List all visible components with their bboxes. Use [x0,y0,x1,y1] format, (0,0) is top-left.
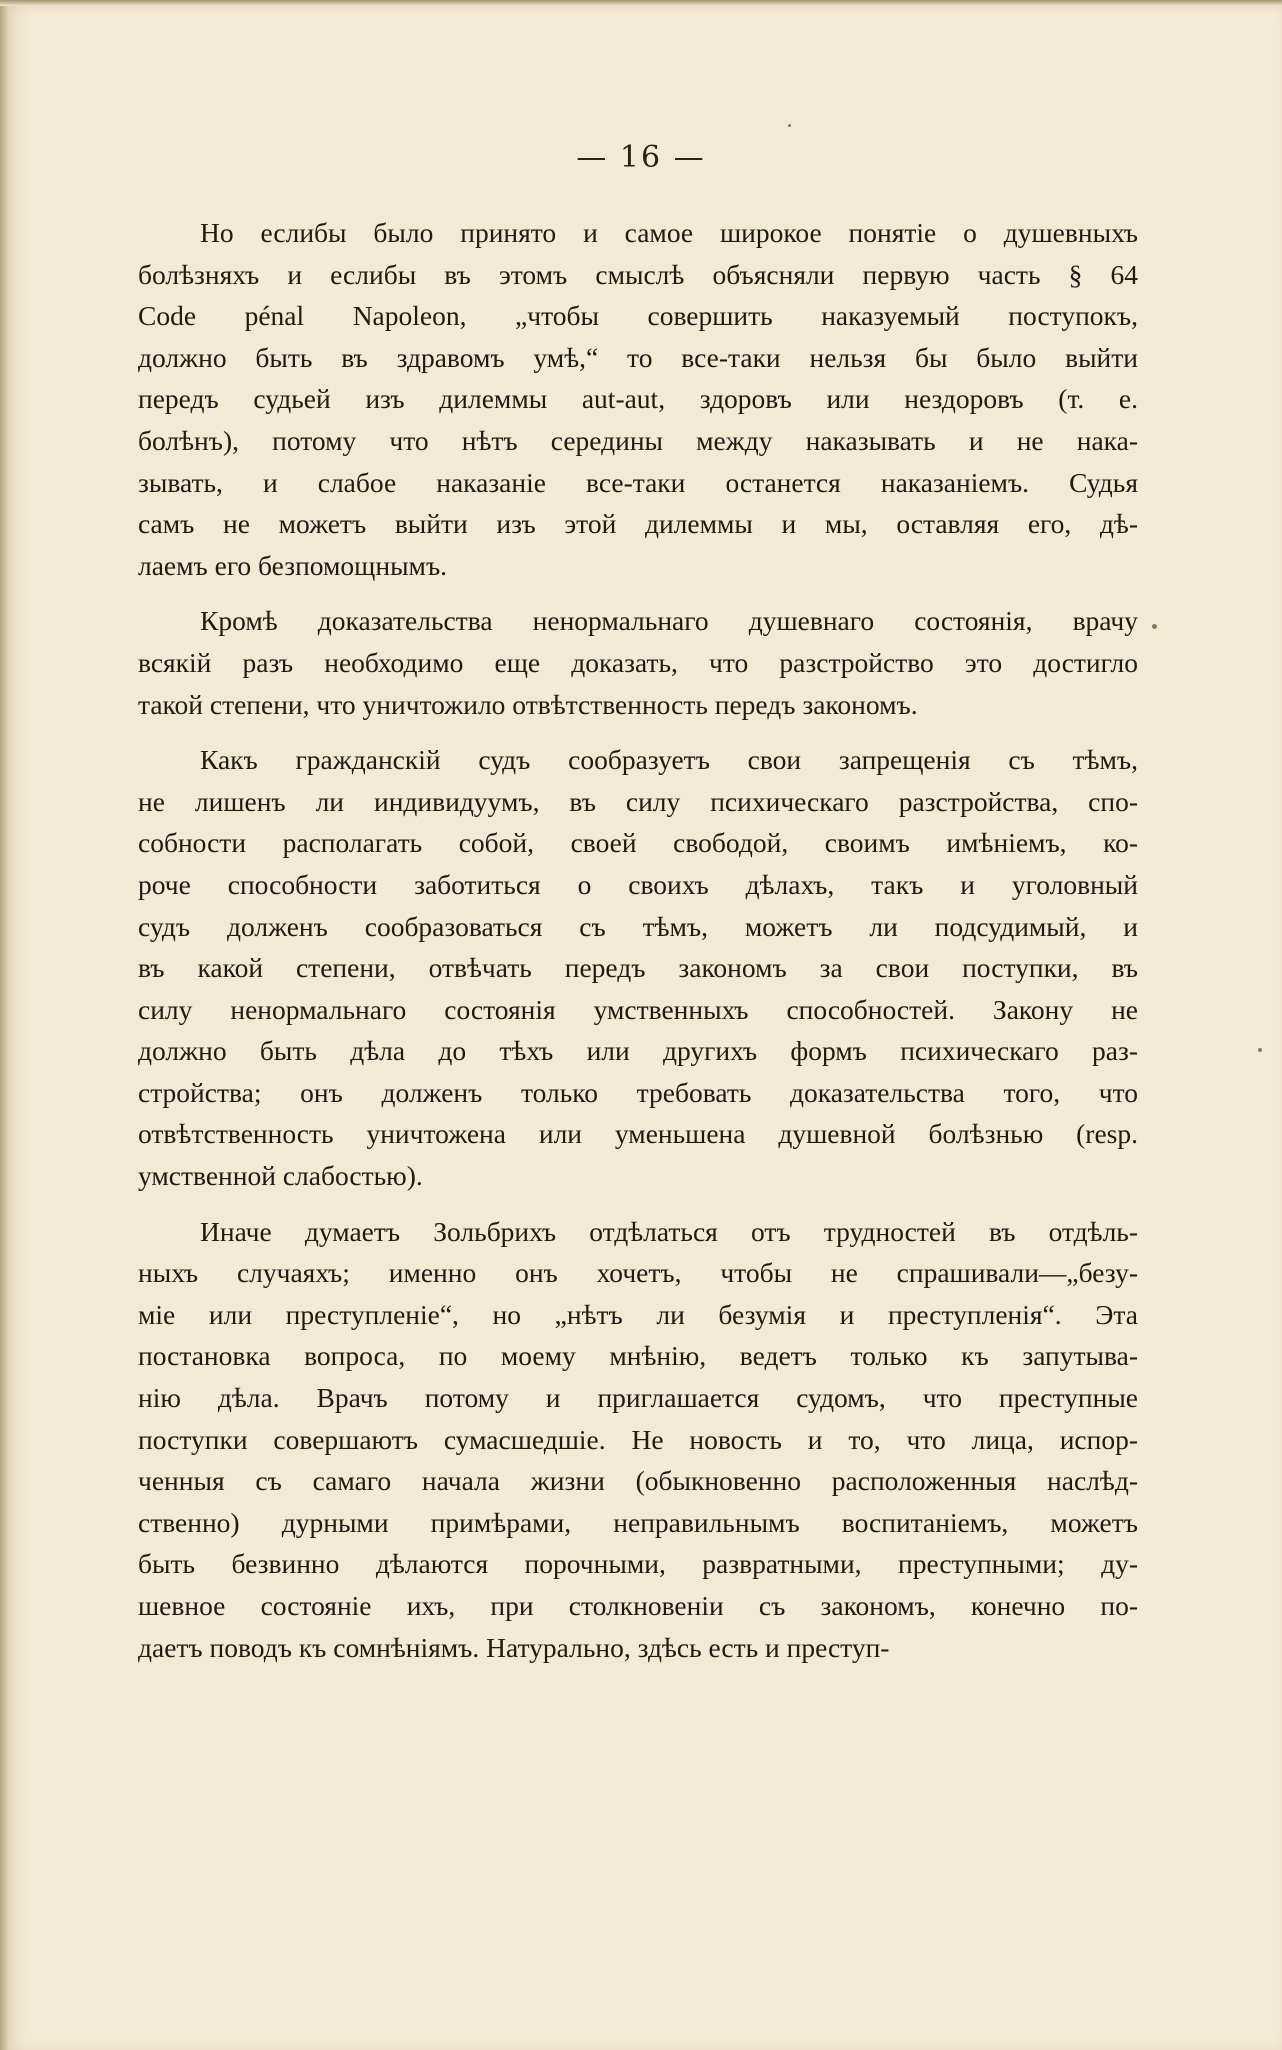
text-line: Code pénal Napoleon, „чтобы совершить наказуемый поступокъ, [138,300,1138,332]
paper-speck [1258,1048,1262,1052]
text-line: постановка вопроса, по моему мнѣнію, ведетъ только къ запутыва- [138,1340,1138,1372]
text-line: собности располагать собой, своей свободой, своимъ имѣніемъ, ко- [138,827,1138,859]
paper-speck [1152,624,1157,629]
text-line: должно быть дѣла до тѣхъ или другихъ формъ психическаго раз- [138,1035,1138,1067]
text-line: самъ не можетъ выйти изъ этой дилеммы и мы, оставляя его, дѣ- [138,508,1138,540]
text-line: Какъ гражданскій судъ сообразуетъ свои запрещенія съ тѣмъ, [200,744,1138,776]
text-line: болѣзняхъ и еслибы въ этомъ смыслѣ объясняли первую часть § 64 [138,258,1138,290]
text-line: всякій разъ необходимо еще доказать, что разстройство это достигло [138,646,1138,678]
text-line: болѣнъ), потому что нѣтъ середины между наказывать и не нака- [138,424,1138,456]
text-line: быть безвинно дѣлаются порочными, развратными, преступными; ду- [138,1548,1138,1580]
text-line: ственно) дурными примѣрами, неправильнымъ воспитаніемъ, можетъ [138,1506,1138,1538]
text-line: должно быть въ здравомъ умѣ,“ то все-таки нельзя бы было выйти [138,341,1138,373]
text-line: Иначе думаетъ Зольбрихъ отдѣлаться отъ трудностей въ отдѣль- [200,1215,1138,1247]
text-line: даетъ поводъ къ сомнѣніямъ. Натурально, здѣсь есть и преступ- [138,1631,890,1663]
paragraph [138,1211,1138,1669]
text-line: нію дѣла. Врачъ потому и приглашается судомъ, что преступные [138,1382,1138,1414]
text-line: лаемъ его безпомощнымъ. [138,549,448,581]
paper-speck [788,124,791,127]
page-edge-left [0,0,10,2050]
text-line: Но еслибы было принято и самое широкое понятіе о душевныхъ [200,217,1138,248]
paragraph-gap [138,586,1138,600]
paragraph [138,212,1138,586]
text-line: умственной слабостью). [138,1160,423,1192]
text-line: отвѣтственность уничтожена или уменьшена душевной болѣзнью (resp. [138,1118,1138,1150]
text-line: въ какой степени, отвѣчать передъ закономъ за свои поступки, въ [138,952,1138,984]
text-line: ныхъ случаяхъ; именно онъ хочетъ, чтобы не спрашивали—„безу- [138,1257,1138,1289]
page-edge-top [0,0,1282,6]
body-text [138,212,1138,1668]
text-line: стройства; онъ долженъ только требовать доказательства того, что [138,1076,1138,1108]
paragraph [138,600,1138,725]
text-line: ченныя съ самаго начала жизни (обыкновенно расположенныя наслѣд- [138,1465,1138,1497]
text-line: Кромѣ доказательства ненормальнаго душевнаго состоянія, врачу [200,605,1138,637]
paragraph-gap [138,725,1138,739]
text-line: не лишенъ ли индивидуумъ, въ силу психическаго разстройства, спо- [138,785,1138,817]
text-line: міе или преступленіе“, но „нѣтъ ли безумія и преступленія“. Эта [138,1298,1138,1330]
text-line: силу ненормальнаго состоянія умственныхъ способностей. Закону не [138,993,1138,1025]
text-line: передъ судьей изъ дилеммы aut-aut, здоровъ или нездоровъ (т. е. [138,383,1138,415]
paragraph [138,739,1138,1197]
text-line: зывать, и слабое наказаніе все-таки останется наказаніемъ. Судья [138,466,1138,498]
text-line: шевное состояніе ихъ, при столкновеніи съ закономъ, конечно по- [138,1590,1138,1621]
text-line: поступки совершаютъ сумасшедшіе. Не новость и то, что лица, испор- [138,1423,1138,1455]
paragraph-gap [138,1197,1138,1211]
text-line: такой степени, что уничтожило отвѣтственность передъ закономъ. [138,688,918,720]
text-line: роче способности заботиться о своихъ дѣлахъ, такъ и уголовный [138,868,1138,900]
page-number: — 16 — [576,140,706,175]
text-line: судъ долженъ сообразоваться съ тѣмъ, можетъ ли подсудимый, и [138,910,1138,942]
